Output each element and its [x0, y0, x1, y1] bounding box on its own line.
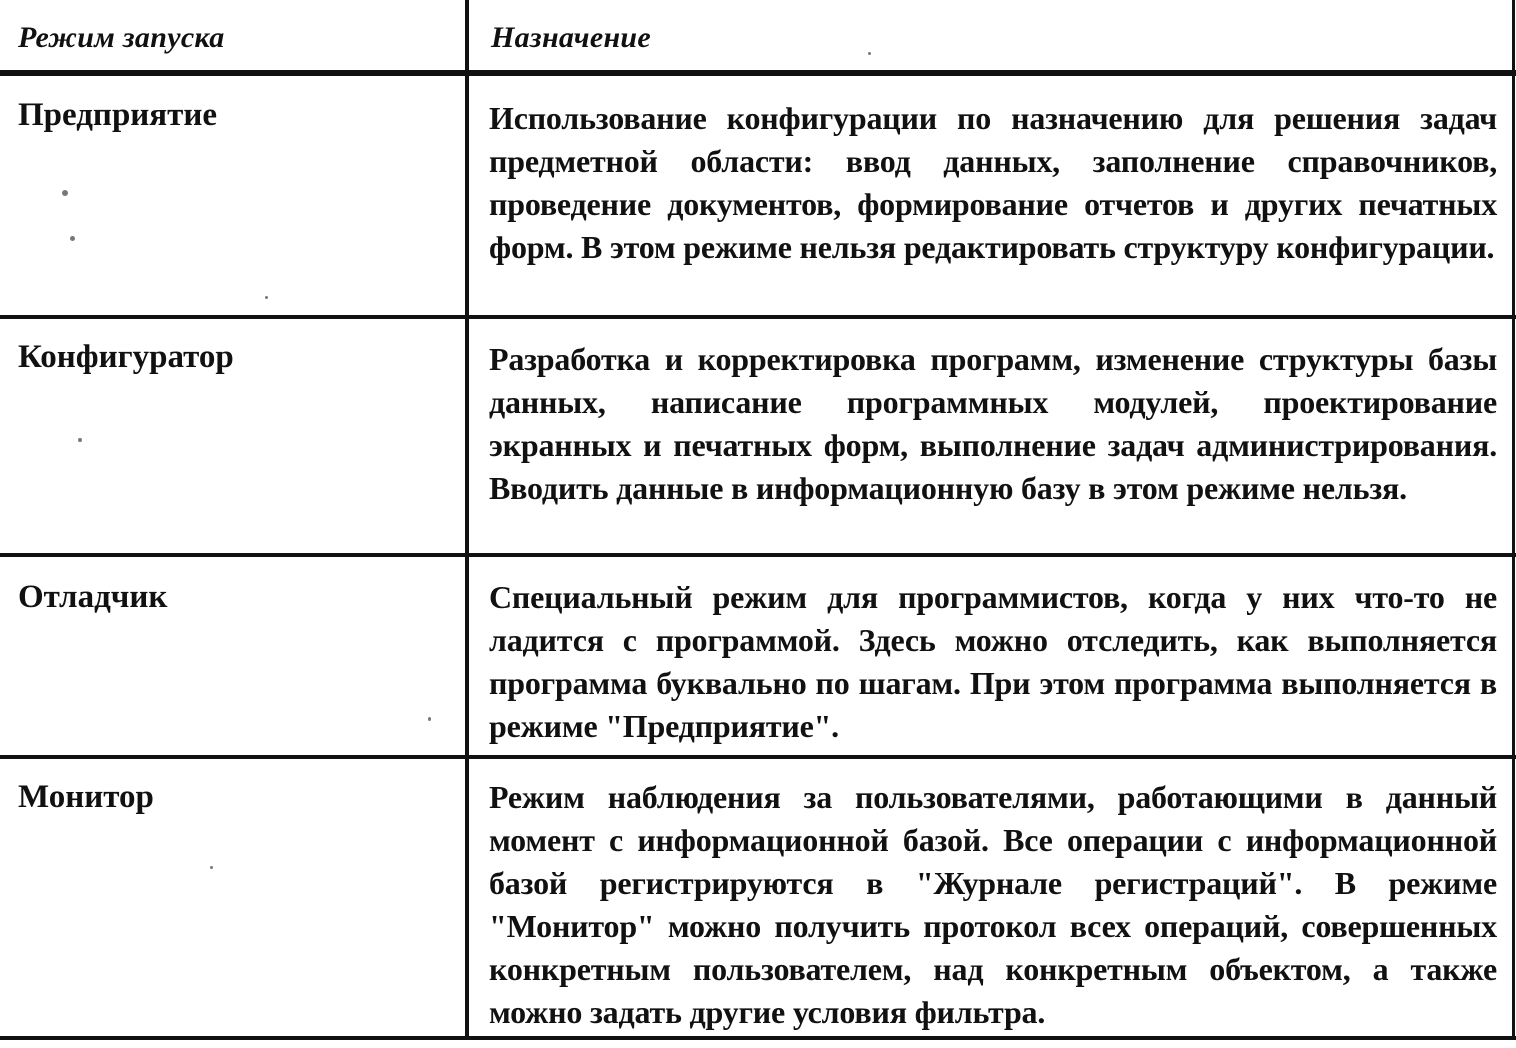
mode-description-monitor: Режим наблюдения за пользователями, работающими в данный момент с информационной базой. Все операции с информационной базой регистрируются в "Журнале регистраций". В режиме "Монитор" можно получить протокол всех операций, совершенных конкретным пользователем, над конкретным объектом, а также можно задать другие условия фильтра.	[489, 779, 1497, 1030]
row-divider	[0, 755, 1516, 759]
mode-name-configurator: Конфигуратор	[18, 339, 234, 375]
mode-name-enterprise: Предприятие	[18, 97, 218, 133]
mode-name-debugger: Отладчик	[18, 579, 168, 615]
mode-name-monitor: Монитор	[18, 779, 154, 815]
row-divider	[0, 315, 1516, 319]
mode-description-enterprise: Использование конфигурации по назначению для решения задач предметной области: ввод данных, заполнение справочников, проведение документов, формирование отчетов и других печатных форм. В этом режиме нельзя редактировать структуру конфигурации.	[489, 100, 1497, 265]
scan-speck	[428, 717, 431, 721]
row-divider	[0, 553, 1516, 557]
column-header-purpose: Назначение	[491, 21, 652, 54]
table-right-border	[1512, 0, 1515, 1040]
mode-description-configurator: Разработка и корректировка программ, изменение структуры базы данных, написание программных модулей, проектирование экранных и печатных форм, выполнение задач администрирования. Вводить данные в информационную базу в этом режиме нельзя.	[489, 341, 1497, 506]
scan-speck	[78, 438, 82, 442]
column-header-mode: Режим запуска	[18, 21, 225, 54]
scan-speck	[868, 52, 871, 55]
scan-speck	[210, 866, 213, 869]
mode-description-debugger: Специальный режим для программистов, когда у них что-то не ладится с программой. Здесь можно отследить, как выполняется программа буквально по шагам. При этом программа выполняется в режиме "Предприятие".	[489, 579, 1497, 744]
scan-speck	[265, 296, 268, 299]
table-bottom-border	[0, 1036, 1516, 1040]
scan-speck	[70, 236, 75, 241]
header-divider	[0, 70, 1516, 76]
column-divider	[465, 0, 469, 1040]
scan-speck	[62, 190, 68, 196]
